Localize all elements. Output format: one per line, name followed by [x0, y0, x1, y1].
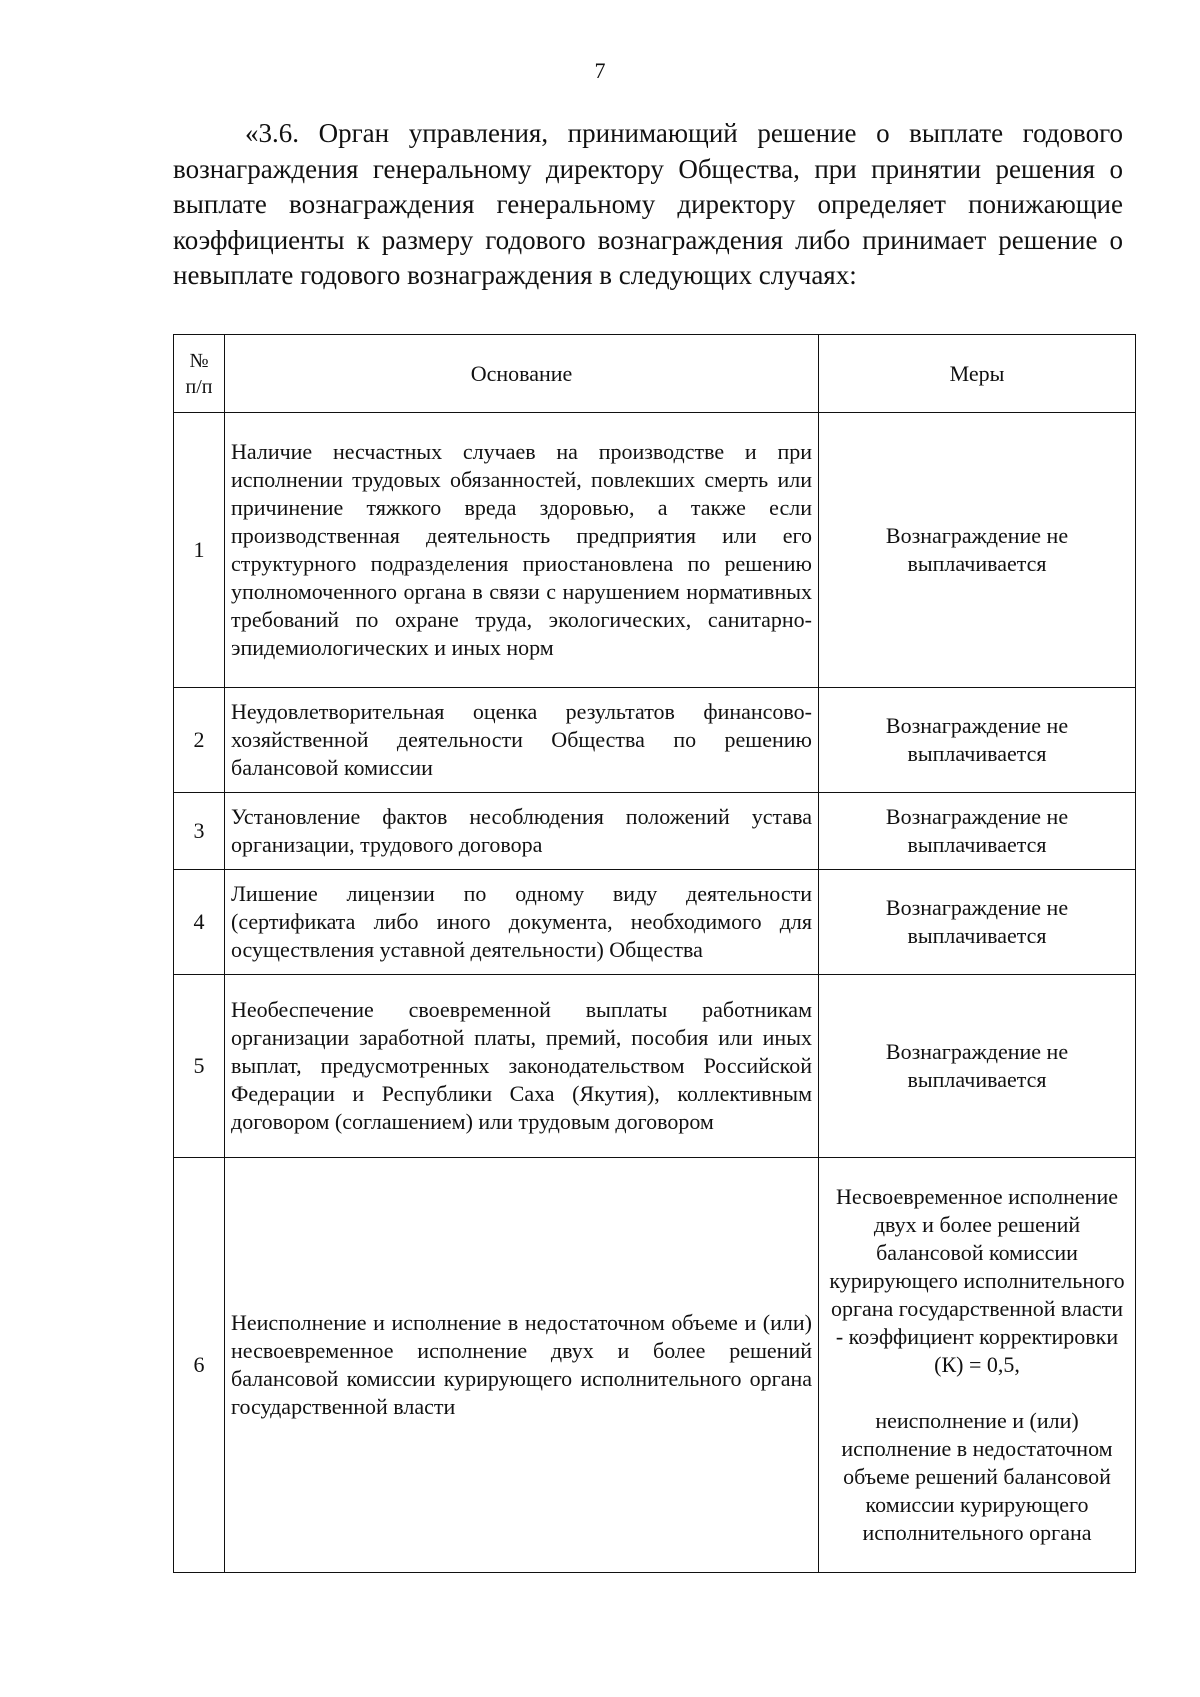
measure-line: выплачивается: [907, 551, 1047, 576]
row-basis: Наличие несчастных случаев на производстве и при исполнении трудовых обязанностей, повлекших смерть или причинение тяжкого вреда здоровью, а также если производственная деятельность предприятия или его структурного подразделения приостановлена по решению уполномоченного органа в связи с нарушением нормативных требований по охране труда, экологических, санитарно-эпидемиологических и иных норм: [225, 413, 819, 688]
measure-part-late: Несвоевременное исполнение двух и более решений балансовой комиссии курирующего исполнительного органа государственной власти - коэффициент корректировки (К) = 0,5,: [829, 1184, 1125, 1377]
measure-spacer: [825, 1379, 1129, 1407]
measure-line: Вознаграждение не: [885, 895, 1069, 920]
table-row: [174, 793, 1136, 870]
header-measures: Меры: [819, 335, 1136, 413]
measure-line: Вознаграждение не: [885, 523, 1069, 548]
row-basis: Лишение лицензии по одному виду деятельности (сертификата либо иного документа, необходимого для осуществления уставной деятельности) Общества: [225, 870, 819, 975]
row-measure: [819, 975, 1136, 1158]
header-number-symbol: №: [189, 349, 209, 372]
measure-line: Вознаграждение не: [885, 804, 1069, 829]
row-number: 4: [174, 870, 225, 975]
intro-paragraph: «3.6. Орган управления, принимающий решение о выплате годового вознаграждения генеральному директору Общества, при принятии решения о выплате вознаграждения генеральному директору определяет понижающие коэффициенты к размеру годового вознаграждения либо принимает решение о невыплате годового вознаграждения в следующих случаях:: [173, 118, 1123, 290]
header-number-abbr: п/п: [185, 375, 213, 398]
page-number: 7: [594, 58, 606, 83]
measure-line: выплачивается: [907, 741, 1047, 766]
row-measure: [819, 1158, 1136, 1573]
table-row: [174, 975, 1136, 1158]
row-measure: [819, 793, 1136, 870]
table-row: [174, 870, 1136, 975]
row-number: 3: [174, 793, 225, 870]
row-number: 6: [174, 1158, 225, 1573]
header-number: [174, 335, 225, 413]
row-number: 2: [174, 688, 225, 793]
row-measure: [819, 870, 1136, 975]
row-number: 5: [174, 975, 225, 1158]
measures-table: [173, 334, 1136, 1573]
table-row: [174, 1158, 1136, 1573]
table-row: [174, 413, 1136, 688]
measure-line: выплачивается: [907, 832, 1047, 857]
measure-line: выплачивается: [907, 923, 1047, 948]
row-basis: Установление фактов несоблюдения положений устава организации, трудового договора: [225, 793, 819, 870]
header-basis: Основание: [225, 335, 819, 413]
row-measure: [819, 688, 1136, 793]
row-basis: Необеспечение своевременной выплаты работникам организации заработной платы, премий, пособия или иных выплат, предусмотренных законодательством Российской Федерации и Республики Саха (Якутия), коллективным договором (соглашением) или трудовым договором: [225, 975, 819, 1158]
measure-line: выплачивается: [907, 1067, 1047, 1092]
table-header-row: [174, 335, 1136, 413]
row-basis: Неудовлетворительная оценка результатов финансово-хозяйственной деятельности Общества по решению балансовой комиссии: [225, 688, 819, 793]
row-basis: Неисполнение и исполнение в недостаточном объеме и (или) несвоевременное исполнение двух и более решений балансовой комиссии курирующего исполнительного органа государственной власти: [225, 1158, 819, 1573]
measure-line: Вознаграждение не: [885, 713, 1069, 738]
measure-line: Вознаграждение не: [885, 1039, 1069, 1064]
row-number: 1: [174, 413, 225, 688]
row-measure: [819, 413, 1136, 688]
measure-part-nonexecution: неисполнение и (или) исполнение в недостаточном объеме решений балансовой комиссии курирующего исполнительного органа: [841, 1408, 1113, 1545]
table-row: [174, 688, 1136, 793]
